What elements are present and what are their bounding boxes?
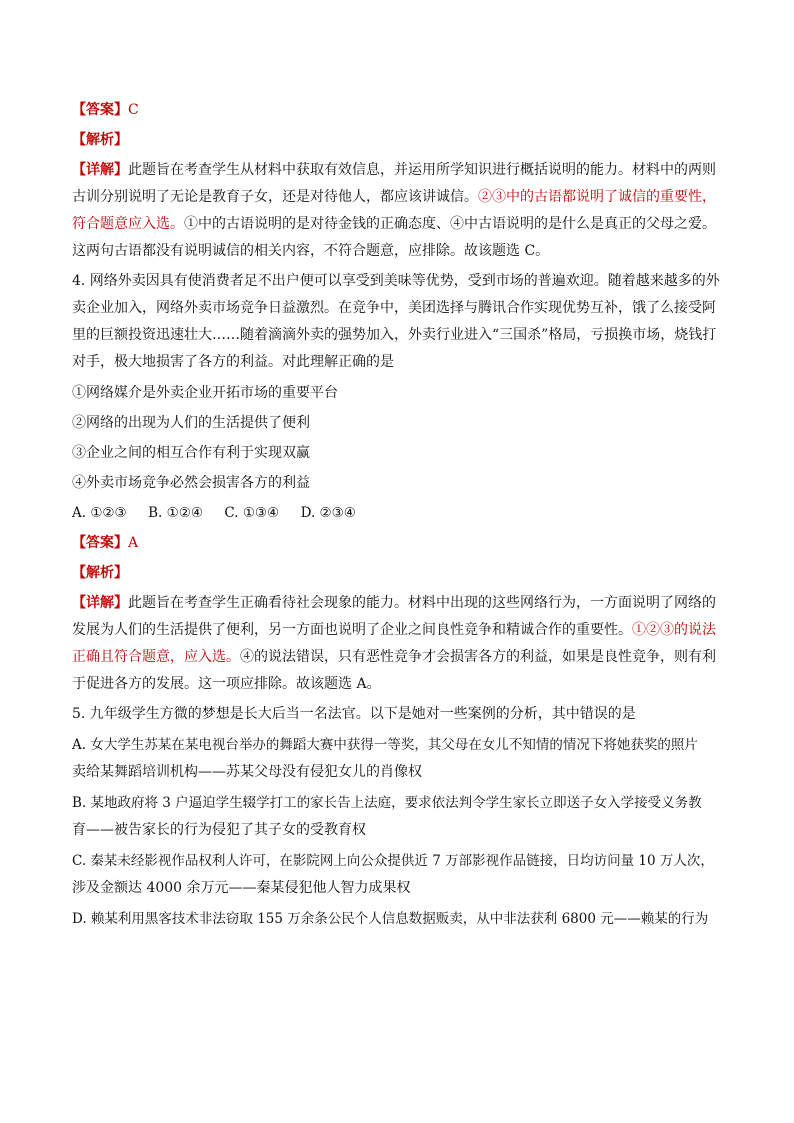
q4-stem: 4. 网络外卖因具有使消费者足不出户便可以享受到美味等优势，受到市场的普遍欢迎。随着越来越多的外 卖企业加入，网络外卖市场竞争日益激烈。在竞争中，美团选择与腾讯合作实现优势互补，饿了么接受阿 里的巨额投资迅速壮大……随着滴滴外卖的强势加入，外卖行业进入“三国杀”格局，亏损换市场，烧钱打 对手，极大地损害了各方的利益。对此理解正确的是 bbox=[72, 273, 720, 370]
q4-option-c: C. ①③④ bbox=[224, 505, 280, 521]
q4-options bbox=[72, 503, 722, 523]
q5-option-c: C. 秦某未经影视作品权利人许可，在影院网上向公众提供近 7 万部影视作品链接，日均访问量 10 万人次， 涉及金额达 4000 余万元——秦某侵犯他人智力成果权 bbox=[72, 853, 714, 896]
q5-option-a: A. 女大学生苏某在某电视台举办的舞蹈大赛中获得一等奖，其父母在女儿不知情的情况下将她获奖的照片 卖给某舞蹈培训机构——苏某父母没有侵犯女儿的肖像权 bbox=[72, 737, 698, 780]
q5-option-d: D. 赖某利用黑客技术非法窃取 155 万余条公民个人信息数据贩卖，从中非法获利 6800 元——赖某的行为 bbox=[72, 911, 709, 927]
document-page bbox=[72, 100, 722, 929]
q3-answer: 【答案】C bbox=[72, 102, 139, 118]
q4-answer: 【答案】A bbox=[72, 535, 139, 551]
q5-option-b: B. 某地政府将 3 户逼迫学生辍学打工的家长告上法庭，要求依法判令学生家长立即送子女入学接受义务教 育——被告家长的行为侵犯了其子女的受教育权 bbox=[72, 795, 702, 838]
q3-detail: 【详解】此题旨在考查学生从材料中获取有效信息，并运用所学知识进行概括说明的能力。材料中的两则 古训分别说明了无论是教育子女，还是对待他人，都应该讲诚信。②③中的古语都说明了诚信的重要性， 符合题意应入选。①中的古语说明的是对待金钱的正确态度、④中古语说明的是什么是真正的父母之爱。 这两句古语都没有说明诚信的相关内容，不符合题意，应排除。故该题选 C。 bbox=[72, 162, 716, 259]
q4-item-2: ②网络的出现为人们的生活提供了便利 bbox=[72, 415, 310, 431]
q4-option-d: D. ②③④ bbox=[300, 505, 356, 521]
q4-option-b: B. ①②④ bbox=[148, 505, 203, 521]
q4-item-4: ④外卖市场竞争必然会损害各方的利益 bbox=[72, 475, 310, 491]
q4-item-1: ①网络媒介是外卖企业开拓市场的重要平台 bbox=[72, 385, 338, 401]
q4-detail: 【详解】此题旨在考查学生正确看待社会现象的能力。材料中出现的这些网络行为，一方面说明了网络的 发展为人们的生活提供了便利，另一方面也说明了企业之间良性竞争和精诚合作的重要性。①②③的说法 正确且符合题意，应入选。④的说法错误，只有恶性竞争才会损害各方的利益，如果是良性竞争，则有利 于促进各方的发展。这一项应排除。故该题选 A。 bbox=[72, 595, 716, 692]
q4-analysis: 【解析】 bbox=[72, 565, 128, 581]
q3-analysis: 【解析】 bbox=[72, 132, 128, 148]
q5-stem: 5. 九年级学生方微的梦想是长大后当一名法官。以下是她对一些案例的分析，其中错误的是 bbox=[72, 706, 636, 722]
q4-option-a: A. ①②③ bbox=[72, 505, 127, 521]
q4-item-3: ③企业之间的相互合作有利于实现双赢 bbox=[72, 445, 310, 461]
